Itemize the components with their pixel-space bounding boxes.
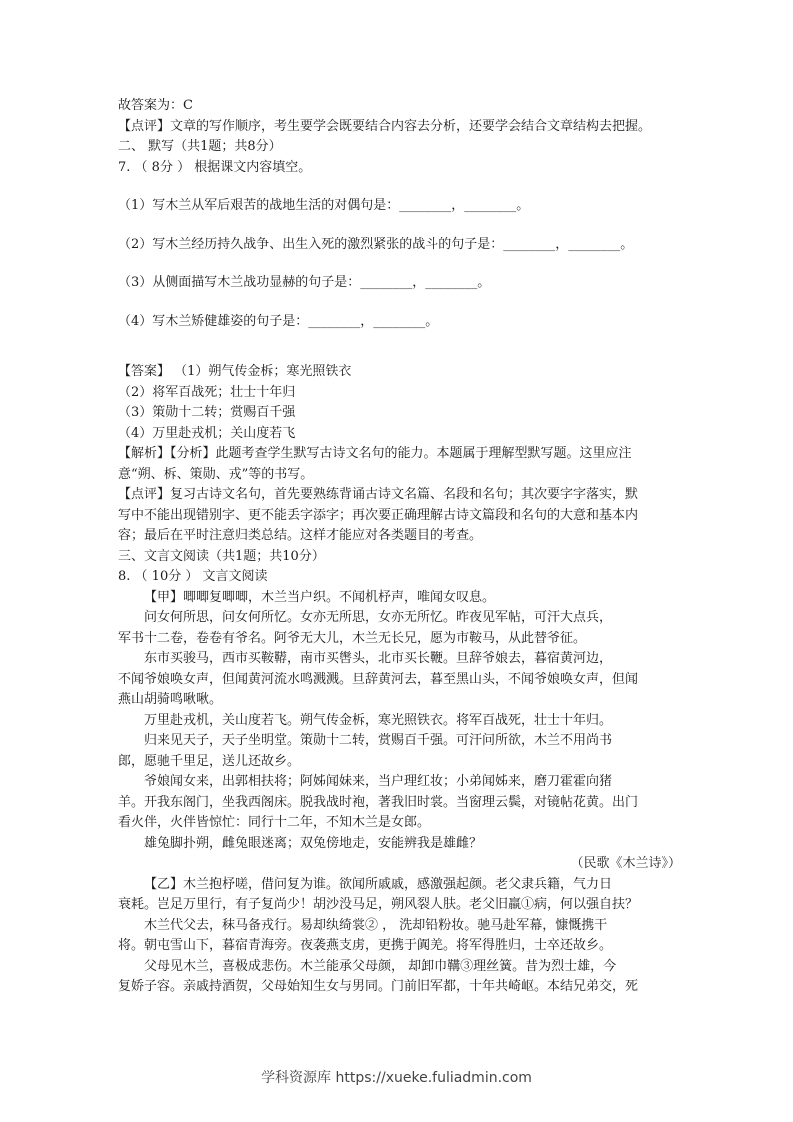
question-heading: 7. （ 8分 ） 根据课文内容填空。 [118, 159, 312, 175]
passage-line: 将。朝屯雪山下，暮宿青海旁。夜袭燕支虏，更携于阗羌。将军得胜归，士卒还故乡。 [118, 938, 613, 953]
fill-blank-question: （2）写木兰经历持久战争、出生入死的激烈紧张的战斗的句子是：________，________。 [118, 236, 634, 252]
passage-line: 东市买骏马，西市买鞍鞯，南市买辔头，北市买长鞭。旦辞爷娘去，暮宿黄河边， [144, 651, 613, 666]
analysis-line: 【解析】【分析】此题考查学生默写古诗文名句的能力。本题属于理解型默写题。这里应注 [118, 446, 632, 461]
passage-line: 衰耗。岂足万里行，有子复尚少！胡沙没马足，朔风裂人肤。老父旧羸①病，何以强自扶？ [118, 897, 639, 912]
page-footer: 学科资源库 https://xueke.fuliadmin.com [261, 1070, 532, 1086]
comment-line: 写中不能出现错别字、更不能丢字添字；再次要正确理解古诗文篇段和名句的大意和基本内 [118, 507, 639, 523]
passage-line: 军书十二卷，卷卷有爷名。阿爷无大儿，木兰无长兄，愿为市鞍马，从此替爷征。 [118, 630, 587, 646]
answer-line: （4）万里赴戎机；关山度若飞 [118, 425, 296, 441]
passage-line: 归来见天子，天子坐明堂。策勋十二转，赏赐百千强。可汗问所欲，木兰不用尚书 [144, 733, 613, 748]
passage-line: 羊。开我东阁门，坐我西阁床。脱我战时袍，著我旧时裳。当窗理云鬓，对镜帖花黄。出门 [118, 794, 639, 810]
analysis-line: 意“朔、柝、策勋、戎”等的书写。 [118, 466, 314, 482]
passage-line: 【乙】木兰抱杼嗟，借问复为谁。欲闻所戚戚，感激强起颜。老父隶兵籍，气力日 [144, 876, 613, 892]
passage-line: 复娇子容。亲戚持酒贺，父母始知生女与男同。门前旧军都，十年共崎岖。本结兄弟交，死 [118, 979, 639, 994]
passage-yi [118, 875, 683, 998]
comment-line: 容；最后在平时注意归类总结。这样才能应对各类题目的考查。 [118, 528, 483, 543]
passage-jia [118, 588, 683, 855]
section-heading: 三、文言文阅读（共1题；共10分） [118, 548, 325, 564]
passage-line: 雄兔脚扑朔，雌兔眼迷离；双兔傍地走，安能辨我是雄雌？ [144, 835, 483, 851]
passage-line: 问女何所思，问女何所忆。女亦无所思，女亦无所忆。昨夜见军帖，可汗大点兵， [144, 610, 613, 625]
passage-line: 郎，愿驰千里足，送儿还故乡。 [118, 753, 301, 769]
passage-line: 看火伴，火伴皆惊忙：同行十二年，不知木兰是女郎。 [118, 815, 431, 830]
fill-blank-question: （1）写木兰从军后艰苦的战地生活的对偶句是：________，________。 [118, 198, 530, 213]
comment-line: 【点评】复习古诗文名句，首先要熟练背诵古诗文名篇、名段和名句；其次要字字落实，默 [118, 487, 639, 502]
answer-line: 故答案为：C [118, 98, 193, 113]
source-citation: （民歌《木兰诗》） [570, 856, 681, 871]
comment-line: 【点评】文章的写作顺序，考生要学会既要结合内容去分析，还要学会结合文章结构去把握。 [118, 118, 652, 134]
passage-line: 木兰代父去，秣马备戎行。易却纨绮裳② ， 洗却铅粉妆。驰马赴军幕，慷慨携干 [144, 917, 608, 933]
passage-line: 爷娘闻女来，出郭相扶将；阿姊闻妹来，当户理红妆；小弟闻姊来，磨刀霍霍向猪 [144, 774, 613, 789]
document-body [118, 96, 683, 998]
question-heading: 8. （ 10分 ） 文言文阅读 [118, 569, 268, 584]
passage-line: 不闻爷娘唤女声，但闻黄河流水鸣溅溅。旦辞黄河去，暮至黑山头，不闻爷娘唤女声，但闻 [118, 671, 639, 687]
passage-line: 燕山胡骑鸣啾啾。 [118, 692, 223, 707]
answer-line: 【答案】 （1）朔气传金柝；寒光照铁衣 [118, 364, 352, 379]
answer-line: （2）将军百战死；壮士十年归 [118, 384, 296, 400]
answer-line: （3）策勋十二转；赏赐百千强 [118, 405, 296, 420]
section-heading: 二、 默写（共1题；共8分） [118, 139, 282, 154]
fill-blank-question: （3）从侧面描写木兰战功显赫的句子是：________，________。 [118, 275, 491, 290]
passage-line: 父母见木兰，喜极成悲伤。木兰能承父母颜， 却卸巾鞲③理丝簧。昔为烈士雄，今 [144, 958, 617, 974]
passage-line: 万里赴戎机，关山度若飞。朔气传金柝，寒光照铁衣。将军百战死，壮士十年归。 [144, 712, 613, 728]
passage-line: 【甲】唧唧复唧唧，木兰当户织。不闻机杼声，唯闻女叹息。 [144, 589, 496, 605]
fill-blank-question: （4）写木兰矫健雄姿的句子是：________，________。 [118, 313, 439, 329]
